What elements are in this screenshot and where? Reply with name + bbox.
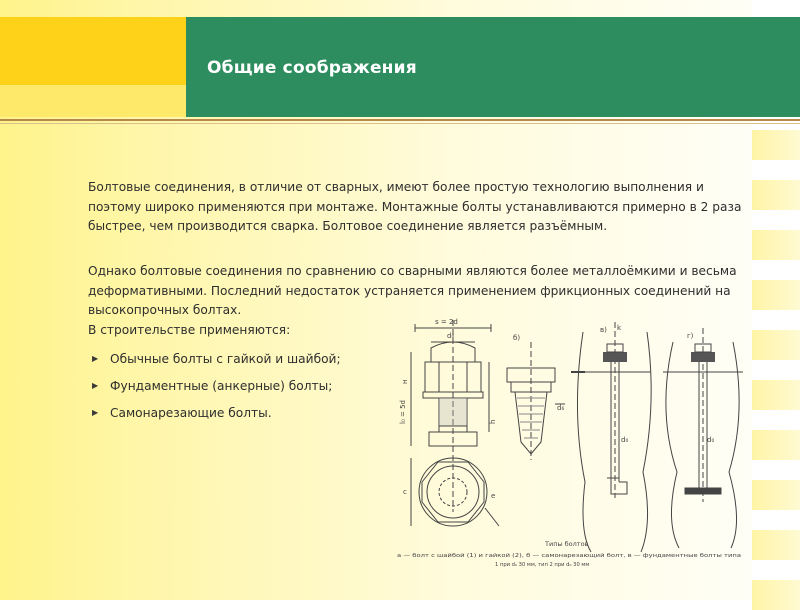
bullet-arrow-icon: ▶ bbox=[92, 381, 99, 390]
side-stripe bbox=[752, 580, 800, 610]
side-stripe bbox=[752, 230, 800, 260]
header-divider-thin bbox=[0, 123, 800, 124]
header-accent-yellow bbox=[0, 17, 186, 85]
foundation-contour-1 bbox=[577, 332, 591, 552]
label-h: h bbox=[489, 419, 497, 424]
header-accent-yellow-lower bbox=[0, 85, 186, 117]
side-stripe bbox=[752, 430, 800, 460]
paragraph-usage: В строительстве применяются: bbox=[88, 323, 291, 337]
label-g: г) bbox=[687, 332, 694, 340]
bullet-arrow-icon: ▶ bbox=[92, 354, 99, 363]
header-divider bbox=[0, 119, 800, 121]
label-d: d₀ bbox=[447, 332, 455, 340]
side-stripe bbox=[752, 180, 800, 210]
side-stripe bbox=[752, 130, 800, 160]
label-dr: d₀ bbox=[621, 436, 629, 444]
label-dr-2: d₀ bbox=[707, 436, 715, 444]
label-lb: l₀ = 5d bbox=[399, 400, 407, 424]
figure-caption-line-2: 1 при d₀ 30 мм, тип 2 при d₀ 30 мм bbox=[495, 562, 590, 568]
side-stripe bbox=[752, 380, 800, 410]
foundation-contour-2 bbox=[666, 342, 679, 548]
figure-caption-title: Типы болтов bbox=[545, 540, 589, 548]
paragraph-drawbacks: Однако болтовые соединения по сравнению со сварными являются более металлоёмкими и весьма деформативными. Последний недостаток устраняется применением фрикционных соединений на высокопрочных болтах. bbox=[88, 264, 737, 317]
side-stripe bbox=[752, 280, 800, 310]
label-db: d₆ bbox=[557, 404, 565, 412]
list-item-label: Фундаментные (анкерные) болты; bbox=[110, 379, 333, 393]
list-item-label: Обычные болты с гайкой и шайбой; bbox=[110, 352, 341, 366]
label-v: в) bbox=[600, 326, 607, 334]
list-item bbox=[92, 406, 272, 420]
side-stripe bbox=[752, 480, 800, 510]
label-c: c bbox=[403, 488, 407, 496]
list-item bbox=[92, 352, 341, 366]
bolt-types-figure bbox=[395, 312, 750, 574]
label-k: k bbox=[617, 324, 622, 332]
page-title: Общие соображения bbox=[207, 58, 417, 78]
list-item-label: Самонарезающие болты. bbox=[110, 406, 272, 420]
label-b: б) bbox=[513, 334, 521, 342]
paragraph-intro: Болтовые соединения, в отличие от сварных, имеют более простую технологию выполнения и поэтому широко применяются при монтаже. Монтажные болты устанавливаются примерно в 2 раза быстрее, чем производится сварка. Болтовое соединение является разъёмным. bbox=[88, 180, 742, 233]
label-e: e bbox=[491, 492, 496, 500]
list-item bbox=[92, 379, 332, 393]
bullet-arrow-icon: ▶ bbox=[92, 408, 99, 417]
side-stripe bbox=[752, 330, 800, 360]
side-stripe bbox=[752, 530, 800, 560]
label-n: н bbox=[401, 379, 409, 384]
label-s: s = 2d bbox=[435, 318, 458, 326]
figure-caption-line-1: а — болт с шайбой (1) и гайкой (2), б — самонарезающий болт, в — фундаментные болты типа bbox=[397, 553, 660, 559]
